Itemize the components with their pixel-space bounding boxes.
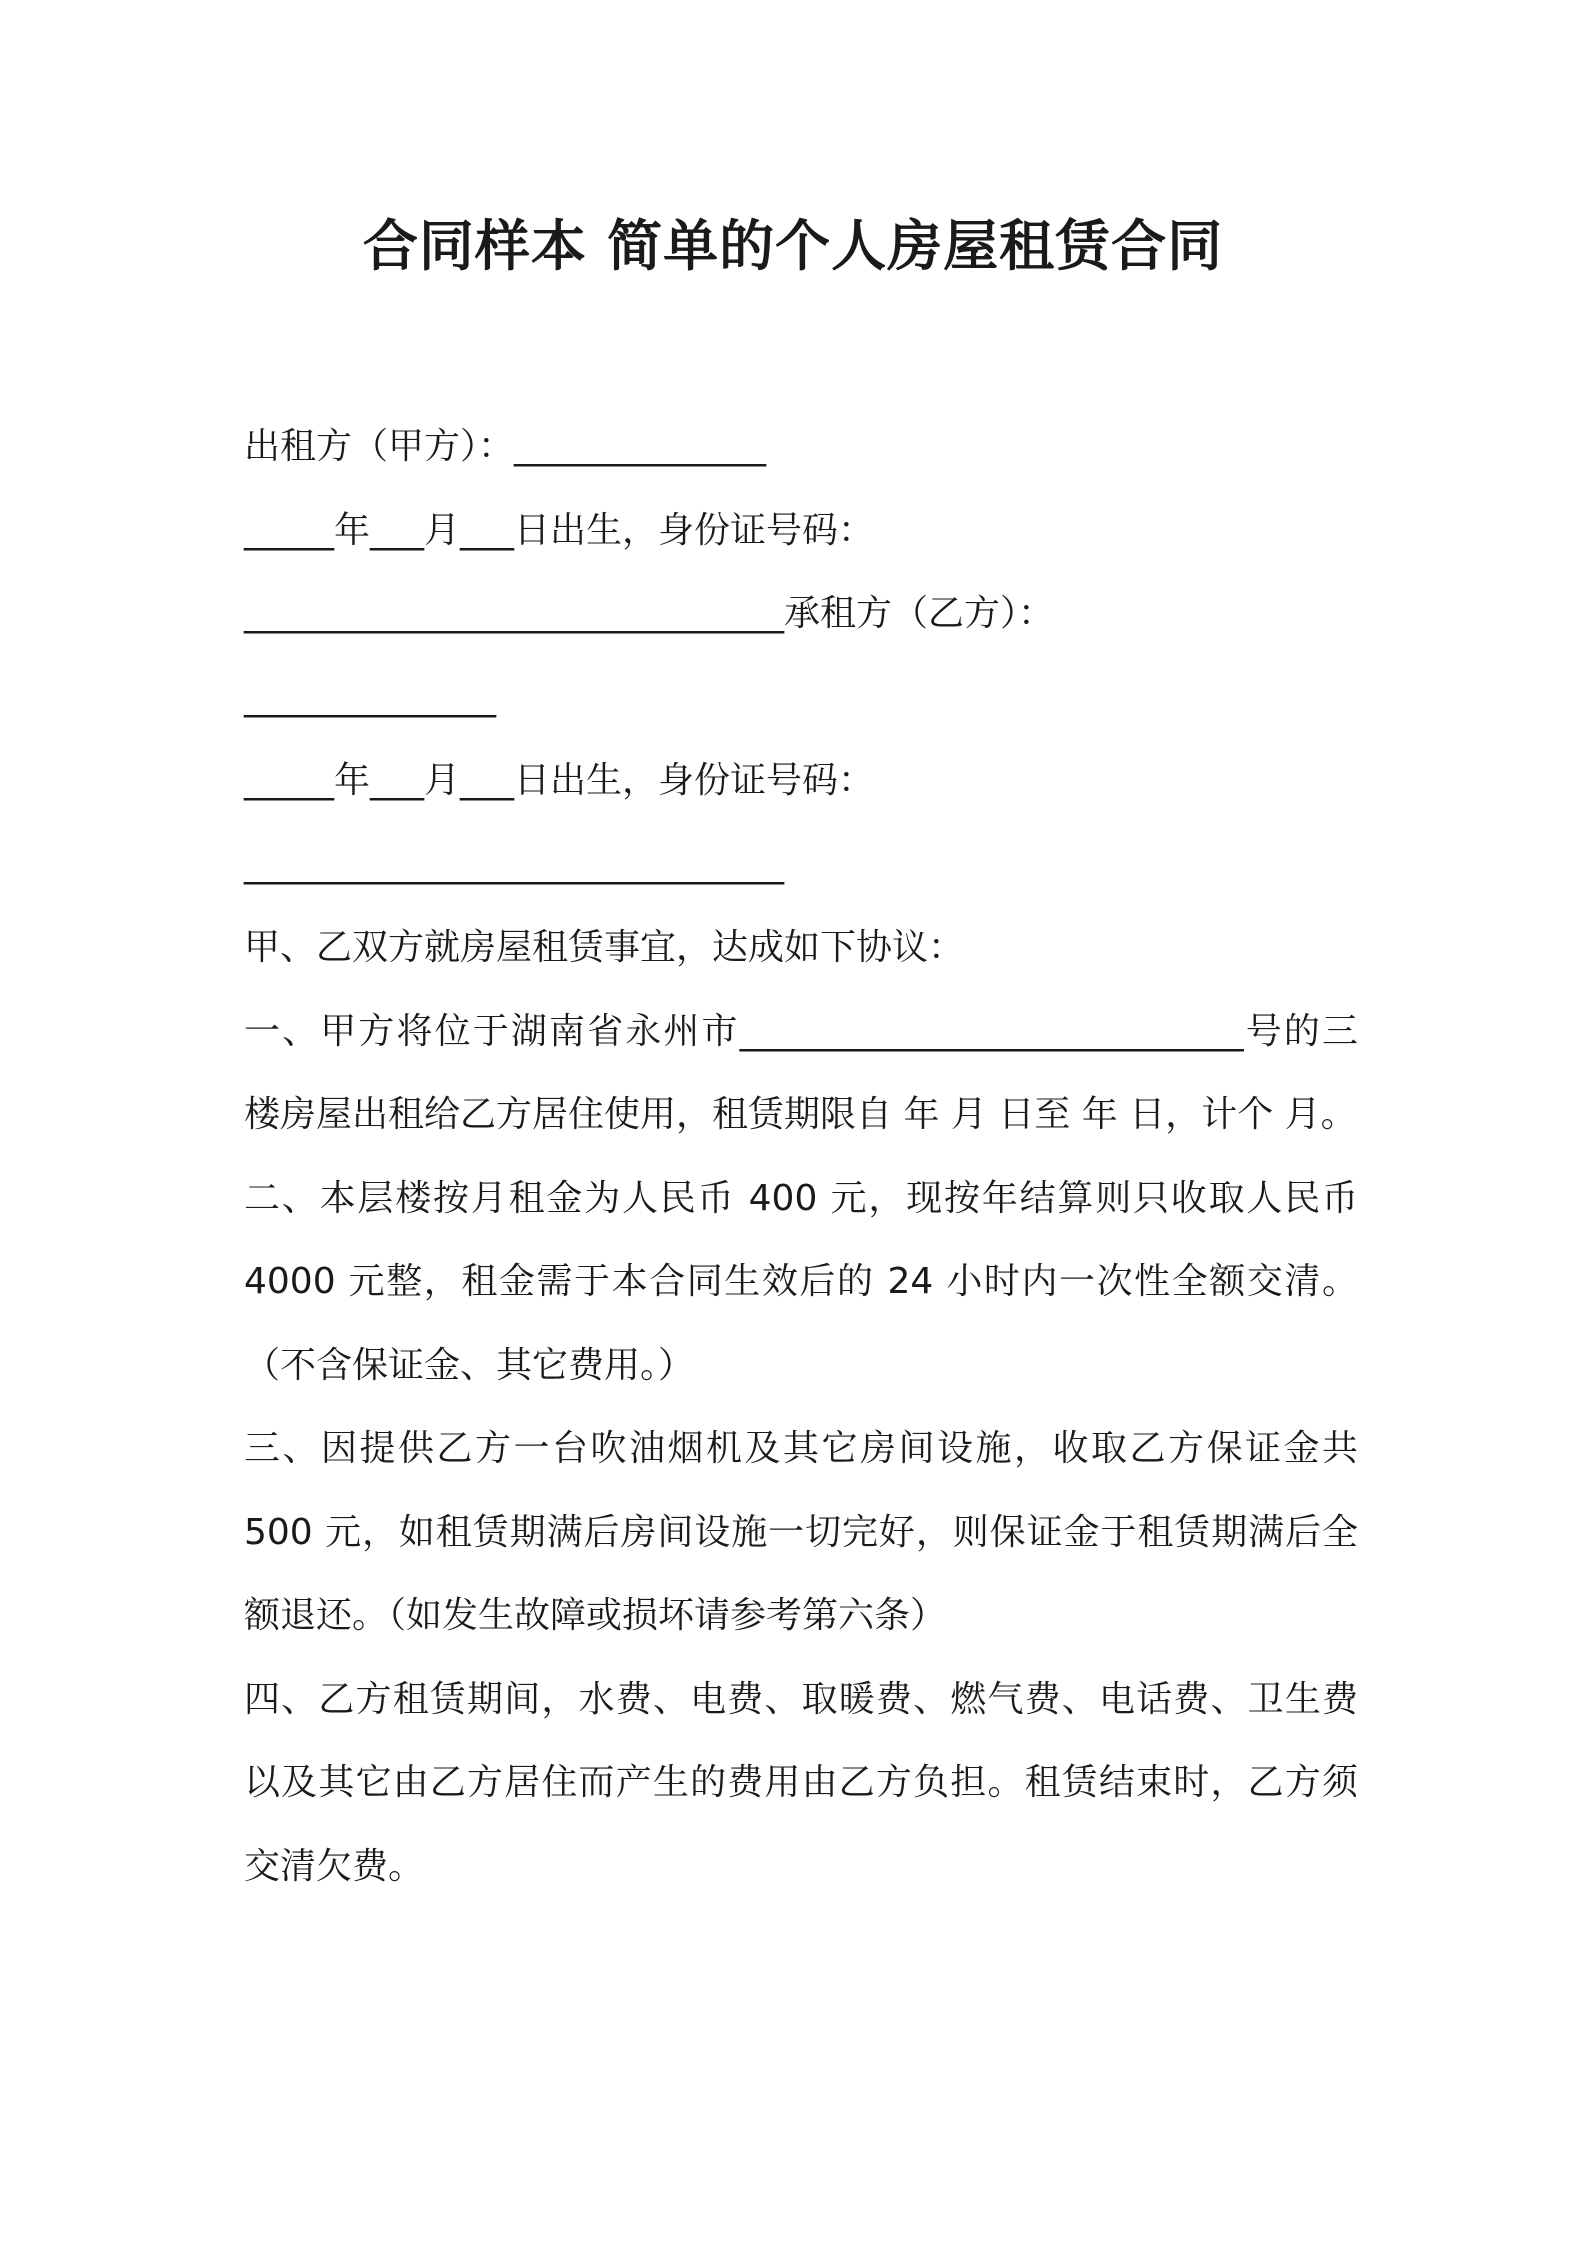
lessee-id-blank-line: ______________________________	[244, 843, 784, 885]
lessee-line: ______________________________承租方（乙方）：	[244, 593, 1055, 634]
clause-1: 一、甲方将位于湖南省永州市____________________________号的三楼房屋出租给乙方居住使用，租赁期限自 年 月 日至 年 日，计个 月。	[244, 1010, 1358, 1135]
lessor-birth-line: _____年___月___日出生，身份证号码：	[244, 509, 875, 551]
lessee-blank-line: ______________	[244, 676, 496, 718]
clause-2: 二、本层楼按月租金为人民币 400 元，现按年结算则只收取人民币 4000 元整，租金需于本合同生效后的 24 小时内一次性全额交清。（不含保证金、其它费用。）	[244, 1177, 1358, 1386]
clause-3: 三、因提供乙方一台吹油烟机及其它房间设施，收取乙方保证金共 500 元，如租赁期满后房间设施一切完好，则保证金于租赁期满后全额退还。（如发生故障或损坏请参考第六条）	[244, 1428, 1358, 1636]
lessor-line: 出租方（甲方）：______________	[244, 426, 767, 467]
lessee-birth-line: _____年___月___日出生，身份证号码：	[244, 760, 875, 801]
agreement-intro: 甲、乙双方就房屋租赁事宜，达成如下协议：	[244, 927, 965, 968]
clause-4: 四、乙方租赁期间，水费、电费、取暖费、燃气费、电话费、卫生费以及其它由乙方居住而产生的费用由乙方负担。租赁结束时，乙方须交清欠费。	[244, 1678, 1358, 1887]
document-body	[244, 405, 1358, 1908]
document-title: 合同样本 简单的个人房屋租赁合同	[362, 214, 1224, 278]
